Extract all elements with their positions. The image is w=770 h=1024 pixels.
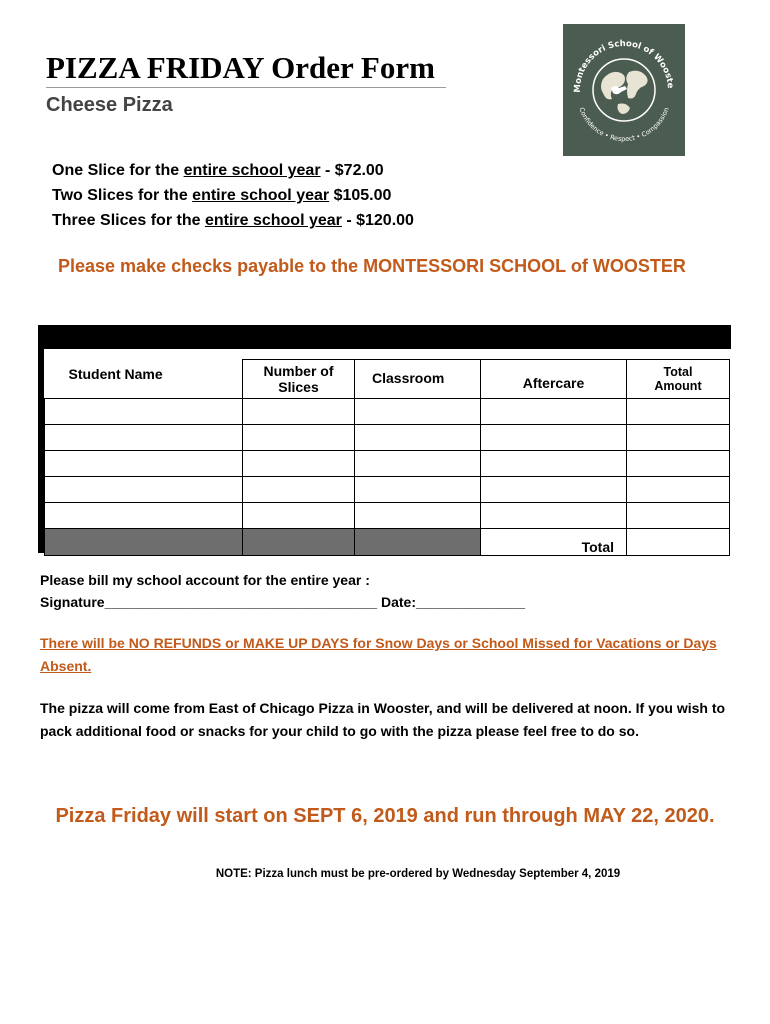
form-title: PIZZA FRIDAY Order Form	[46, 50, 446, 88]
price-line-two-slices: Two Slices for the entire school year $105.00	[52, 187, 392, 204]
col-classroom: Classroom	[355, 360, 481, 399]
student-name-cell[interactable]	[45, 451, 243, 477]
footer-note: NOTE: Pizza lunch must be pre-ordered by Wednesday September 4, 2019	[215, 868, 621, 880]
table-row	[45, 399, 730, 425]
svg-text:Montessori School of Wooster: Montessori School of Wooste	[572, 38, 676, 93]
amount-cell[interactable]	[627, 477, 730, 503]
table-total-row	[45, 529, 730, 556]
pizza-info-paragraph: The pizza will come from East of Chicago Pizza in Wooster, and will be delivered at noon. If you wish to pack additional food or snacks for your child to go with the pizza please feel free to do so.	[40, 700, 726, 739]
signature-date-line[interactable]: Signature___________________________________ Date:______________	[40, 594, 525, 610]
slices-cell[interactable]	[243, 503, 355, 529]
student-name-cell[interactable]	[45, 503, 243, 529]
student-name-cell[interactable]	[45, 477, 243, 503]
table-row	[45, 451, 730, 477]
amount-cell[interactable]	[627, 503, 730, 529]
aftercare-cell[interactable]	[481, 451, 627, 477]
svg-text:Confidence • Respect • Compass: Confidence • Respect • Compassion	[577, 106, 671, 144]
order-table	[44, 359, 730, 556]
amount-cell[interactable]	[627, 451, 730, 477]
slices-cell[interactable]	[243, 425, 355, 451]
grey-cell	[355, 529, 481, 556]
student-name-cell[interactable]	[45, 425, 243, 451]
billing-section	[40, 569, 525, 613]
globe-logo-icon	[563, 24, 685, 156]
price-line-three-slices: Three Slices for the entire school year - $120.00	[52, 212, 414, 229]
grand-total-cell[interactable]	[627, 529, 730, 556]
amount-cell[interactable]	[627, 425, 730, 451]
student-name-cell[interactable]	[45, 399, 243, 425]
grey-cell	[243, 529, 355, 556]
aftercare-cell[interactable]	[481, 399, 627, 425]
slices-cell[interactable]	[243, 451, 355, 477]
aftercare-cell[interactable]	[481, 503, 627, 529]
amount-cell[interactable]	[627, 399, 730, 425]
bill-account-line: Please bill my school account for the entire year :	[40, 572, 370, 588]
col-total-amount: Total Amount	[627, 360, 730, 399]
classroom-cell[interactable]	[355, 425, 481, 451]
classroom-cell[interactable]	[355, 451, 481, 477]
classroom-cell[interactable]	[355, 399, 481, 425]
refund-notice: There will be NO REFUNDS or MAKE UP DAYS for Snow Days or School Missed for Vacations or Days Absent.	[40, 635, 717, 674]
classroom-cell[interactable]	[355, 503, 481, 529]
price-list	[52, 158, 414, 233]
checks-payable-note: Please make checks payable to the MONTESSORI SCHOOL of WOOSTER	[58, 256, 686, 276]
form-subtitle: Cheese Pizza	[46, 94, 173, 116]
start-date-note: Pizza Friday will start on SEPT 6, 2019 and run through MAY 22, 2020.	[55, 805, 715, 827]
col-number-of-slices: Number of Slices	[243, 360, 355, 399]
school-logo	[563, 24, 685, 156]
slices-cell[interactable]	[243, 477, 355, 503]
grey-cell	[45, 529, 243, 556]
col-student-name: Student Name	[45, 360, 243, 399]
table-header-bar	[38, 325, 731, 349]
aftercare-cell[interactable]	[481, 477, 627, 503]
classroom-cell[interactable]	[355, 477, 481, 503]
table-row	[45, 425, 730, 451]
table-row	[45, 477, 730, 503]
price-line-one-slice: One Slice for the entire school year - $72.00	[52, 162, 384, 179]
col-aftercare: Aftercare	[481, 360, 627, 399]
table-row	[45, 503, 730, 529]
slices-cell[interactable]	[243, 399, 355, 425]
aftercare-cell[interactable]	[481, 425, 627, 451]
total-label: Total	[481, 529, 627, 556]
table-header-row	[45, 360, 730, 399]
